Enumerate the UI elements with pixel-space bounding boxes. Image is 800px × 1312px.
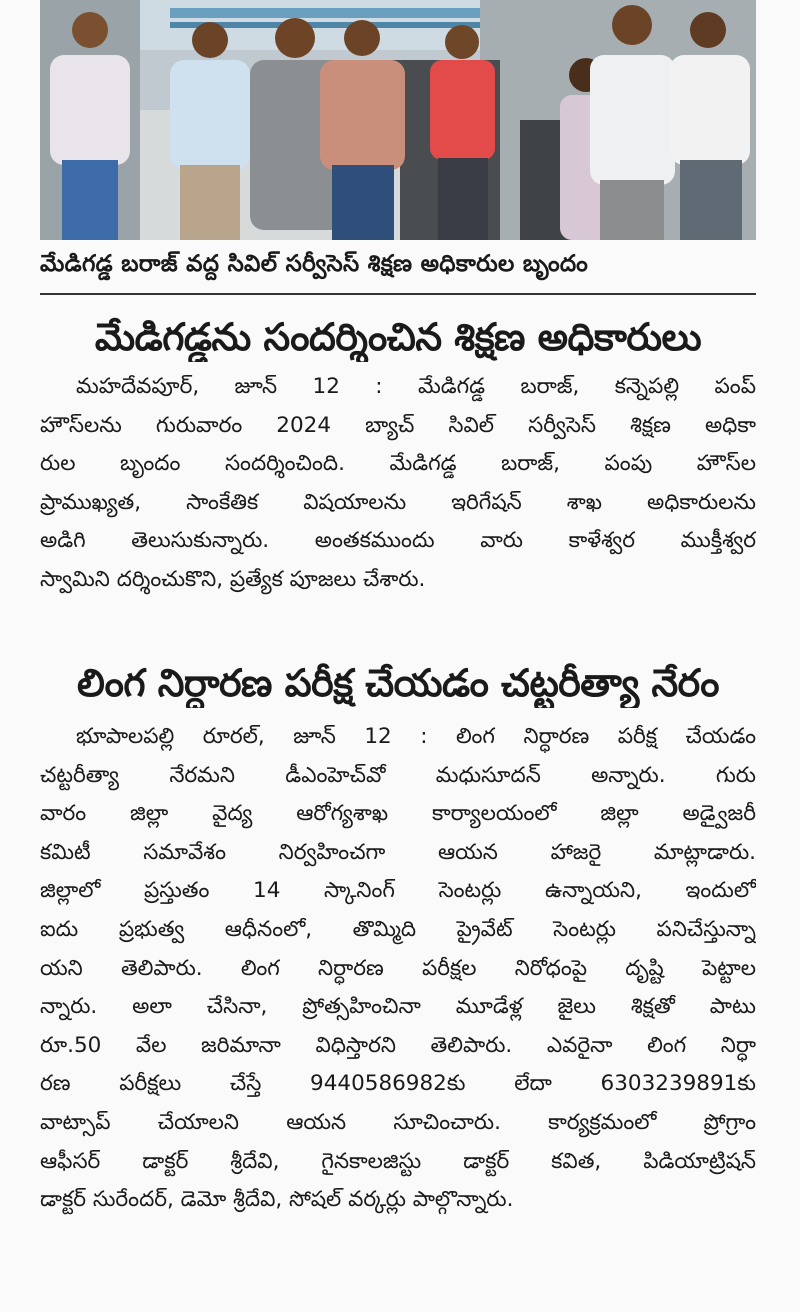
article2-line: జిల్లాలో ప్రస్తుతం 14 స్కానింగ్ సెంటర్లు ఉన్నాయని, ఇందులో — [40, 878, 756, 904]
article2-line: భూపాలపల్లి రూరల్, జూన్ 12 : లింగ నిర్ధారణ పరీక్ష చేయడం — [76, 724, 756, 749]
photo-caption: మేడిగడ్డ బరాజ్ వద్ద సివిల్ సర్వీసెస్ శిక్షణ అధికారుల బృందం — [40, 251, 589, 277]
article2-line: డాక్టర్ సురేందర్, డెమో శ్రీదేవి, సోషల్ వర్కర్లు పాల్గొన్నారు. — [40, 1187, 514, 1213]
article2-line: వాట్సాప్ చేయాలని ఆయన సూచించారు. కార్యక్రమంలో ప్రోగ్రాం — [40, 1109, 756, 1135]
article2-line: యని తెలిపారు. లింగ నిర్ధారణ పరీక్షల నిరోధంపై దృష్టి పెట్టాల — [40, 955, 756, 981]
article1-line: మహదేవపూర్, జూన్ 12 : మేడిగడ్డ బరాజ్, కన్నెపల్లి పంప్ — [76, 374, 756, 399]
article2-line: కమిటీ సమావేశం నిర్వహించగా ఆయన హాజరై మాట్లాడారు. — [40, 839, 756, 865]
article2-line: రణ పరీక్షలు చేస్తే 9440586982కు లేదా 6303239891కు — [40, 1071, 756, 1097]
divider — [40, 293, 756, 295]
news-photo — [40, 0, 756, 240]
article1-line: స్వామిని దర్శించుకొని, ప్రత్యేక పూజలు చేశారు. — [40, 566, 426, 592]
article1-headline: మేడిగడ్డను సందర్శించిన శిక్షణ అధికారులు — [94, 315, 702, 359]
article2-headline: లింగ నిర్ధారణ పరీక్ష చేయడం చట్టరీత్యా నేరం — [77, 661, 719, 705]
article1-body — [40, 368, 756, 600]
group-photo-illustration — [40, 0, 756, 240]
article1-line: ప్రాముఖ్యత, సాంకేతిక విషయాలను ఇరిగేషన్ శాఖ అధికారులను — [40, 489, 756, 515]
article1-line: రుల బృందం సందర్శించింది. మేడిగడ్డ బరాజ్, పంపు హౌస్‌ల — [40, 451, 756, 477]
article1-line: హౌస్‌లను గురువారం 2024 బ్యాచ్ సివిల్ సర్వీసెస్ శిక్షణ అధికా — [40, 412, 756, 438]
article2-line: న్నారు. అలా చేసినా, ప్రోత్సహించినా మూడేళ్ల జైలు శిక్షతో పాటు — [40, 994, 756, 1020]
article2-line: రూ.50 వేల జరిమానా విధిస్తారని తెలిపారు. ఎవరైనా లింగ నిర్ధా — [40, 1032, 756, 1058]
article2-body — [40, 718, 756, 1220]
article2-line: చట్టరీత్యా నేరమని డీఎంహెచ్‌వో మధుసూదన్ అన్నారు. గురు — [40, 762, 756, 788]
article2-line: ఆఫీసర్ డాక్టర్ శ్రీదేవి, గైనకాలజిస్టు డాక్టర్ కవిత, పిడియాట్రిషన్ — [40, 1148, 756, 1174]
article2-line: వారం జిల్లా వైద్య ఆరోగ్యశాఖ కార్యాలయంలో జిల్లా అడ్వైజరీ — [40, 801, 756, 827]
article2-line: ఐదు ప్రభుత్వ ఆధీనంలో, తొమ్మిది ప్రైవేట్ సెంటర్లు పనిచేస్తున్నా — [40, 916, 756, 942]
article1-line: అడిగి తెలుసుకున్నారు. అంతకముందు వారు కాళేశ్వర ముక్తీశ్వర — [40, 528, 756, 554]
